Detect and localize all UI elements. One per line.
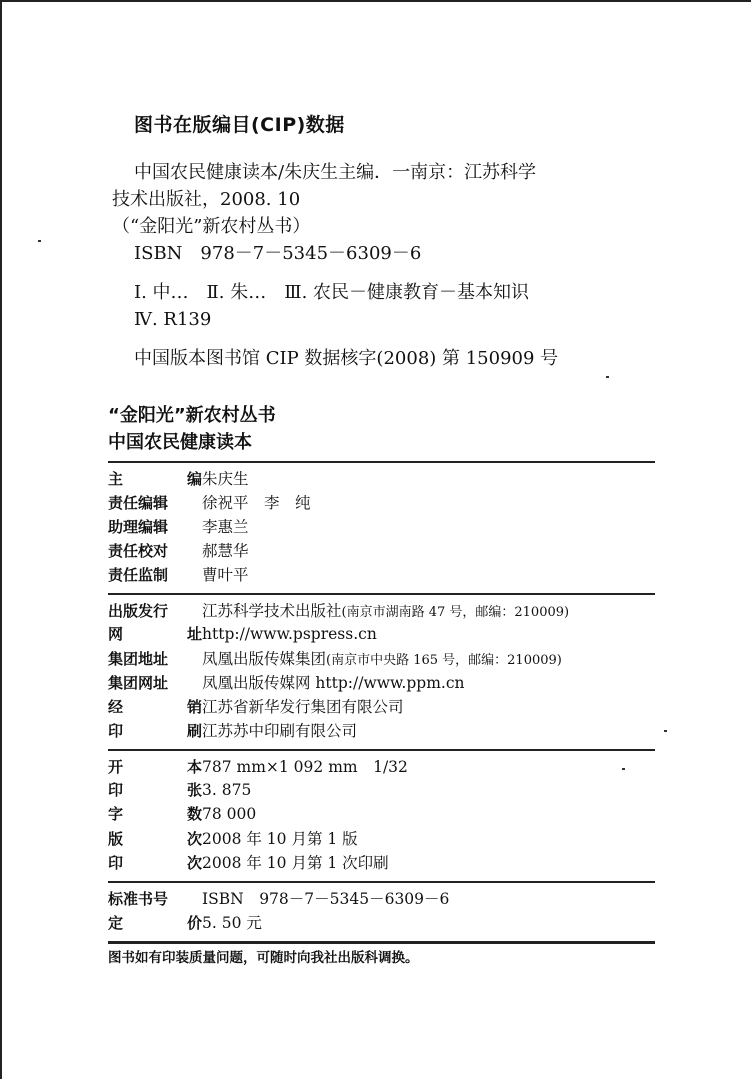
editor-label: 主 编	[108, 470, 202, 488]
price-label: 定 价	[108, 914, 202, 932]
spec-label: 字 数	[108, 805, 202, 823]
spec-row	[108, 755, 655, 779]
spec-row	[108, 827, 655, 851]
scan-speck	[622, 768, 625, 770]
editor-label: 责任监制	[108, 566, 169, 584]
website-value: http://www.pspress.cn	[202, 625, 377, 643]
publisher-group	[108, 595, 655, 749]
editor-value: 李惠兰	[202, 518, 249, 536]
cip-publisher-line: 技术出版社，2008. 10	[112, 189, 301, 210]
scan-speck	[38, 240, 41, 242]
spec-label: 开 本	[108, 758, 202, 776]
spec-value: 2008 年 10 月第 1 版	[202, 830, 358, 848]
editor-row	[108, 563, 655, 587]
spec-label: 版 次	[108, 830, 202, 848]
cip-title-line: 中国农民健康读本/朱庆生主编．一南京：江苏科学	[134, 162, 537, 183]
editor-label: 责任编辑	[108, 494, 169, 512]
editor-value: 郝慧华	[202, 542, 249, 560]
isbn-value: ISBN 978－7－5345－6309－6	[202, 890, 450, 908]
publisher-value: 江苏科学技术出版社(南京市湖南路 47 号，邮编：210009)	[202, 602, 570, 620]
cip-record-number: 中国版本图书馆 CIP 数据核字(2008) 第 150909 号	[134, 348, 559, 369]
spec-row	[108, 779, 655, 803]
isbn-row	[108, 887, 655, 911]
scan-speck	[606, 376, 609, 378]
specs-group	[108, 751, 655, 881]
website-label: 网 址	[108, 625, 202, 643]
website-row	[108, 623, 655, 647]
imprint-table	[108, 461, 655, 944]
editor-value: 曹叶平	[202, 566, 249, 584]
printer-row	[108, 719, 655, 743]
group-website-row	[108, 671, 655, 695]
cip-subject-line: Ⅰ. 中… Ⅱ. 朱… Ⅲ. 农民－健康教育－基本知识	[134, 282, 530, 303]
publisher-label: 出版发行	[108, 602, 169, 620]
group-address-label: 集团地址	[108, 650, 169, 668]
distributor-label: 经 销	[108, 698, 202, 716]
spec-row	[108, 803, 655, 827]
left-border	[0, 0, 2, 1079]
group-website-value: 凤凰出版传媒网 http://www.ppm.cn	[202, 674, 465, 692]
scan-speck	[664, 730, 667, 732]
series-block	[108, 402, 276, 456]
editor-label: 助理编辑	[108, 518, 169, 536]
series-name: “金阳光”新农村丛书	[108, 405, 276, 426]
editor-value: 徐祝平 李 纯	[202, 494, 311, 512]
spec-label: 印 张	[108, 781, 202, 799]
cip-heading: 图书在版编目(CIP)数据	[134, 114, 345, 136]
book-title: 中国农民健康读本	[108, 432, 252, 453]
price-value: 5. 50 元	[202, 914, 262, 932]
spec-value: 3. 875	[202, 781, 252, 799]
cip-isbn-line: ISBN 978－7－5345－6309－6	[134, 243, 422, 264]
group-website-label: 集团网址	[108, 674, 169, 692]
editors-group	[108, 463, 655, 593]
editor-label: 责任校对	[108, 542, 169, 560]
footer-note: 图书如有印装质量问题，可随时向我社出版科调换。	[108, 950, 419, 966]
editor-row	[108, 515, 655, 539]
cip-block	[112, 110, 652, 372]
isbn-group	[108, 883, 655, 941]
divider	[108, 941, 655, 944]
distributor-row	[108, 695, 655, 719]
spec-value: 78 000	[202, 805, 257, 823]
price-row	[108, 911, 655, 935]
printer-label: 印 刷	[108, 722, 202, 740]
editor-value: 朱庆生	[202, 470, 249, 488]
isbn-label: 标准书号	[108, 890, 169, 908]
spec-value: 787 mm×1 092 mm 1/32	[202, 758, 408, 776]
distributor-value: 江苏省新华发行集团有限公司	[202, 698, 404, 716]
printer-value: 江苏苏中印刷有限公司	[202, 722, 358, 740]
group-address-row	[108, 647, 655, 671]
spec-value: 2008 年 10 月第 1 次印刷	[202, 854, 389, 872]
editor-row	[108, 491, 655, 515]
cip-classification-line: Ⅳ. R139	[134, 309, 212, 330]
group-address-value: 凤凰出版传媒集团(南京市中央路 165 号，邮编：210009)	[202, 650, 562, 668]
top-border	[0, 0, 751, 2]
spec-row	[108, 851, 655, 875]
spec-label: 印 次	[108, 854, 202, 872]
publisher-row	[108, 599, 655, 623]
cip-series-line: （“金阳光”新农村丛书）	[112, 216, 311, 237]
editor-row	[108, 467, 655, 491]
editor-row	[108, 539, 655, 563]
